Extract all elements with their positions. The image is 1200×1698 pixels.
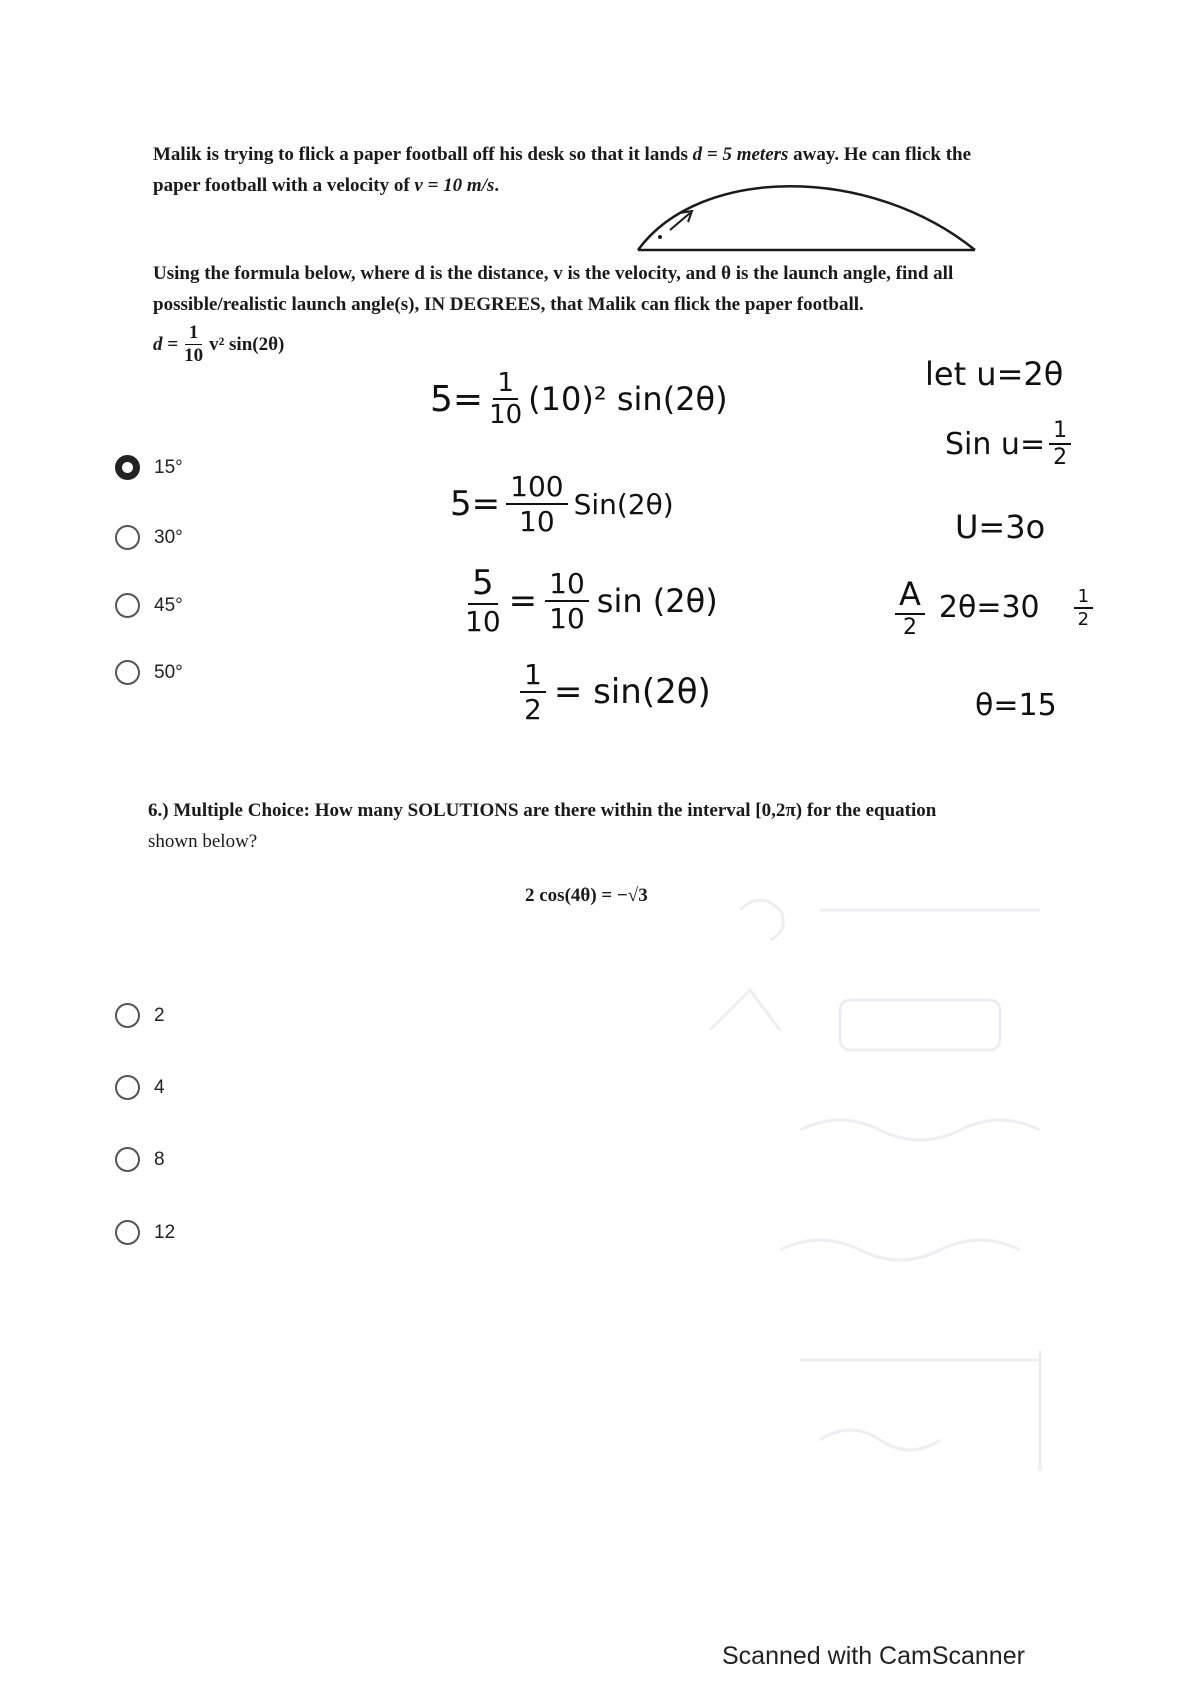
q5-option-2[interactable]: 30° (115, 525, 183, 550)
q5-distance-value: d = 5 meters (692, 144, 789, 165)
radio-button[interactable] (115, 1220, 140, 1245)
q5-formula-intro-line1: Using the formula below, where d is the distance, v is the velocity, and θ is the launch angle, find all (153, 263, 954, 284)
radio-button[interactable] (115, 1147, 140, 1172)
q5-velocity-value: v = 10 m/s (414, 175, 495, 196)
radio-button[interactable] (115, 1075, 140, 1100)
work-line-1: 5= $\frac{1}{10}$ (10)² sin(2θ) (430, 368, 728, 430)
q6-option-2[interactable]: 4 (115, 1075, 165, 1100)
q6-option-4[interactable]: 12 (115, 1220, 175, 1245)
work-line-2: 5= $\frac{100}{10}$ Sin(2θ) (450, 470, 674, 538)
radio-button[interactable] (115, 525, 140, 550)
trajectory-diagram (630, 175, 990, 255)
q6-prompt-line1: 6.) Multiple Choice: How many SOLUTIONS are there within the interval [0,2π) for the equation (148, 800, 937, 821)
formula-fraction: $\frac{1}{10}$ (184, 322, 204, 366)
q5-prompt-line1: Malik is trying to flick a paper football off his desk so that it lands d = 5 meters away. He can flick the (153, 144, 972, 165)
q5-option-3[interactable]: 45° (115, 593, 183, 618)
q5-option-4[interactable]: 50° (115, 660, 183, 685)
work-line-3: $\frac{5}{10}$ = $\frac{10}{10}$ sin (2θ) (465, 563, 718, 638)
q5-formula: d = $\frac{1}{10}$ v² sin(2θ) (153, 322, 285, 366)
scanner-watermark: Scanned with CamScanner (722, 1642, 1025, 1670)
q6-option-3[interactable]: 8 (115, 1147, 165, 1172)
work-right-2: Sin u= $\frac{1}{2}$ (945, 418, 1071, 470)
q6-equation: 2 cos(4θ) = −√3 (525, 885, 648, 906)
radio-button[interactable] (115, 593, 140, 618)
work-right-5: θ=15 (975, 688, 1057, 723)
work-right-4: $\frac{A}{2}$ 2θ=30 $\frac{1}{2}$ (895, 575, 1093, 640)
q5-formula-intro-line2: possible/realistic launch angle(s), IN DEGREES, that Malik can flick the paper football. (153, 294, 864, 315)
work-right-3: U=3o (955, 508, 1046, 546)
radio-selected[interactable] (115, 455, 140, 480)
q6-option-1[interactable]: 2 (115, 1003, 165, 1028)
bleed-through-marks (700, 880, 1180, 1500)
work-right-1: let u=2θ (925, 355, 1064, 393)
radio-button[interactable] (115, 660, 140, 685)
radio-button[interactable] (115, 1003, 140, 1028)
q6-prompt-line2: shown below? (148, 831, 258, 852)
work-line-4: $\frac{1}{2}$ = sin(2θ) (520, 658, 711, 726)
q5-prompt-line2: paper football with a velocity of v = 10 m/s. (153, 175, 500, 196)
q5-option-1[interactable]: 15° (115, 455, 183, 480)
